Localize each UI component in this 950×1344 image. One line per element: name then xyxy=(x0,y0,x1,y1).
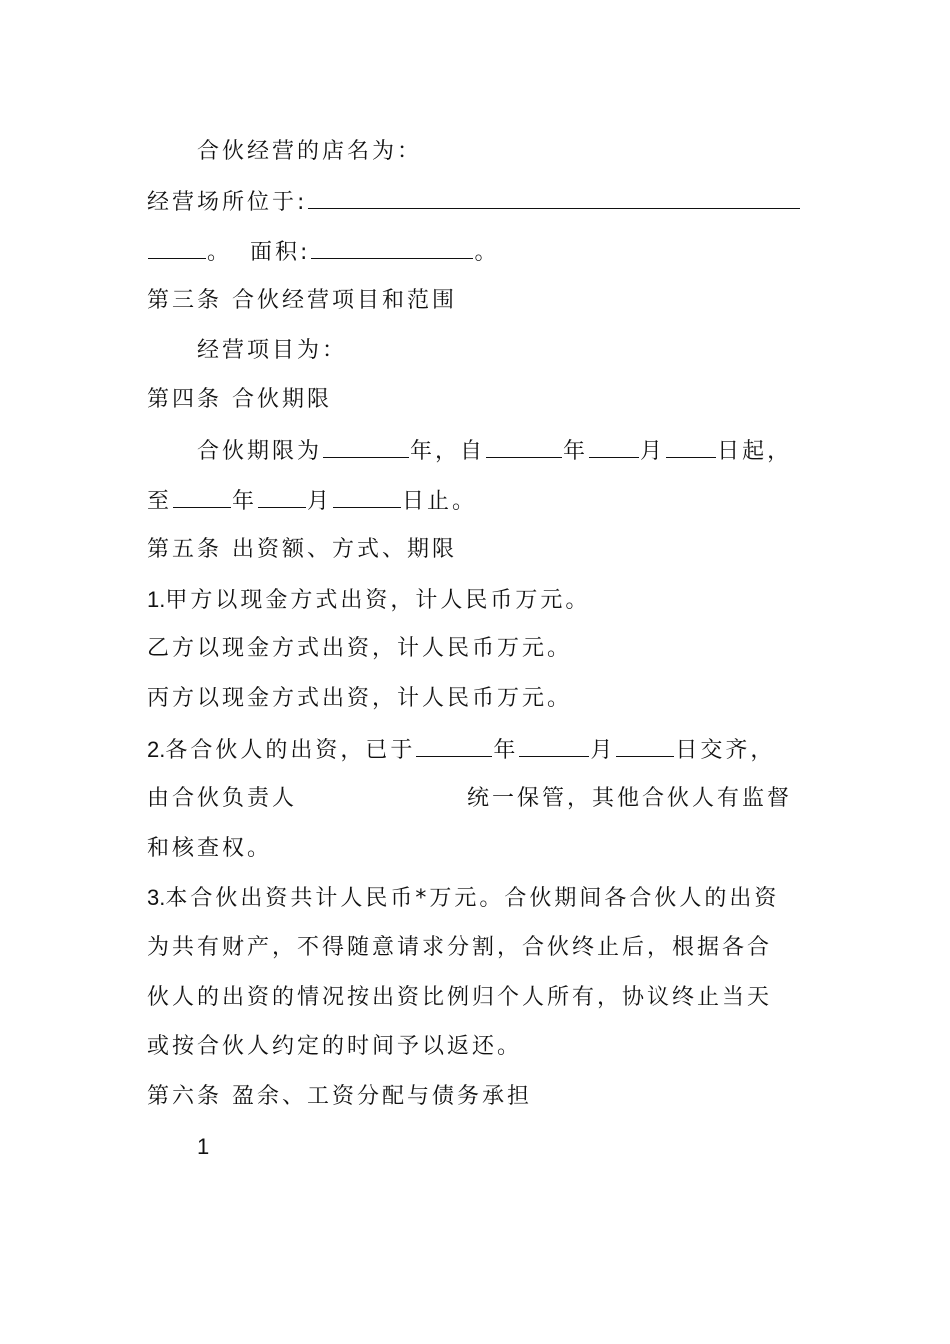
term-to: 至 xyxy=(147,489,173,514)
article-6-heading xyxy=(147,1082,532,1112)
article-5-heading xyxy=(147,535,457,565)
article-6-title: 第六条 盈余、工资分配与债务承担 xyxy=(147,1084,532,1109)
shop-name-line xyxy=(197,137,422,167)
page-number: 1 xyxy=(197,1134,210,1159)
payment-day-blank xyxy=(616,734,674,757)
location-line xyxy=(147,186,801,218)
business-scope-label: 经营项目为： xyxy=(197,338,348,363)
contribution-a xyxy=(147,585,590,616)
payment-year-blank xyxy=(416,734,492,757)
start-day-blank xyxy=(666,435,716,458)
term-from: 年，自 xyxy=(410,439,486,464)
start-year-blank xyxy=(486,435,562,458)
total-contribution-text-4: 或按合伙人约定的时间予以返还。 xyxy=(147,1034,523,1059)
payment-month-blank xyxy=(519,734,589,757)
shop-name-label: 合伙经营的店名为： xyxy=(197,139,423,164)
total-contribution-text-3: 伙人的出资的情况按出资比例归个人所有，协议终止当天 xyxy=(147,985,773,1010)
contribution-a-text: 甲方以现金方式出资，计人民币万元。 xyxy=(165,588,591,613)
term-line-1 xyxy=(197,435,792,467)
payment-day-unit: 日交齐， xyxy=(675,738,776,763)
payment-label: 各合伙人的出资，已于 xyxy=(165,738,416,763)
end-year-unit: 年 xyxy=(232,489,258,514)
custodian-line-2 xyxy=(147,834,272,864)
article-5-title: 第五条 出资额、方式、期限 xyxy=(147,537,457,562)
payment-month-unit: 月 xyxy=(590,738,616,763)
total-contribution-text-1: 本合伙出资共计人民币*万元。合伙期间各合伙人的出资 xyxy=(165,886,780,911)
start-year-unit: 年 xyxy=(563,439,589,464)
total-contribution-line-1 xyxy=(147,883,779,914)
business-scope-line xyxy=(197,336,347,366)
term-years-blank xyxy=(323,435,409,458)
term-line-2 xyxy=(147,485,477,517)
article-4-heading xyxy=(147,385,332,415)
area-blank xyxy=(311,236,473,259)
payment-date-line xyxy=(147,734,775,766)
end-month-unit: 月 xyxy=(307,489,333,514)
end-day-unit: 日止。 xyxy=(402,489,478,514)
end-year-blank xyxy=(173,485,231,508)
location-end: 。 xyxy=(207,240,233,265)
custodian-label: 由合伙负责人 xyxy=(147,786,298,811)
location-blank xyxy=(308,186,800,209)
item-number: 1. xyxy=(147,587,166,612)
end-month-blank xyxy=(258,485,306,508)
total-contribution-text-2: 为共有财产，不得随意请求分割，合伙终止后，根据各合 xyxy=(147,935,773,960)
item-number: 2. xyxy=(147,737,166,762)
total-contribution-line-4 xyxy=(147,1032,522,1062)
term-label: 合伙期限为 xyxy=(197,439,323,464)
area-label: 面积: xyxy=(250,240,311,265)
total-contribution-line-3 xyxy=(147,983,772,1013)
start-day-unit: 日起， xyxy=(717,439,793,464)
custodian-line xyxy=(147,784,792,814)
location-label: 经营场所位于: xyxy=(147,190,308,215)
item-number: 3. xyxy=(147,885,166,910)
article-4-title: 第四条 合伙期限 xyxy=(147,387,332,412)
area-line xyxy=(147,236,499,268)
contribution-c-text: 丙方以现金方式出资，计人民币万元。 xyxy=(147,686,573,711)
custodian-text: 统一保管，其他合伙人有监督 xyxy=(467,786,793,811)
start-month-unit: 月 xyxy=(640,439,666,464)
custodian-text-cont: 和核查权。 xyxy=(147,836,273,861)
payment-year-unit: 年 xyxy=(493,738,519,763)
contribution-b xyxy=(147,634,572,664)
contribution-b-text: 乙方以现金方式出资，计人民币万元。 xyxy=(147,636,573,661)
article-3-heading xyxy=(147,286,457,316)
start-month-blank xyxy=(589,435,639,458)
end-day-blank xyxy=(333,485,401,508)
total-contribution-line-2 xyxy=(147,933,772,963)
location-blank-cont xyxy=(148,236,206,259)
area-end: 。 xyxy=(474,240,500,265)
contribution-c xyxy=(147,684,572,714)
article-3-title: 第三条 合伙经营项目和范围 xyxy=(147,288,457,313)
